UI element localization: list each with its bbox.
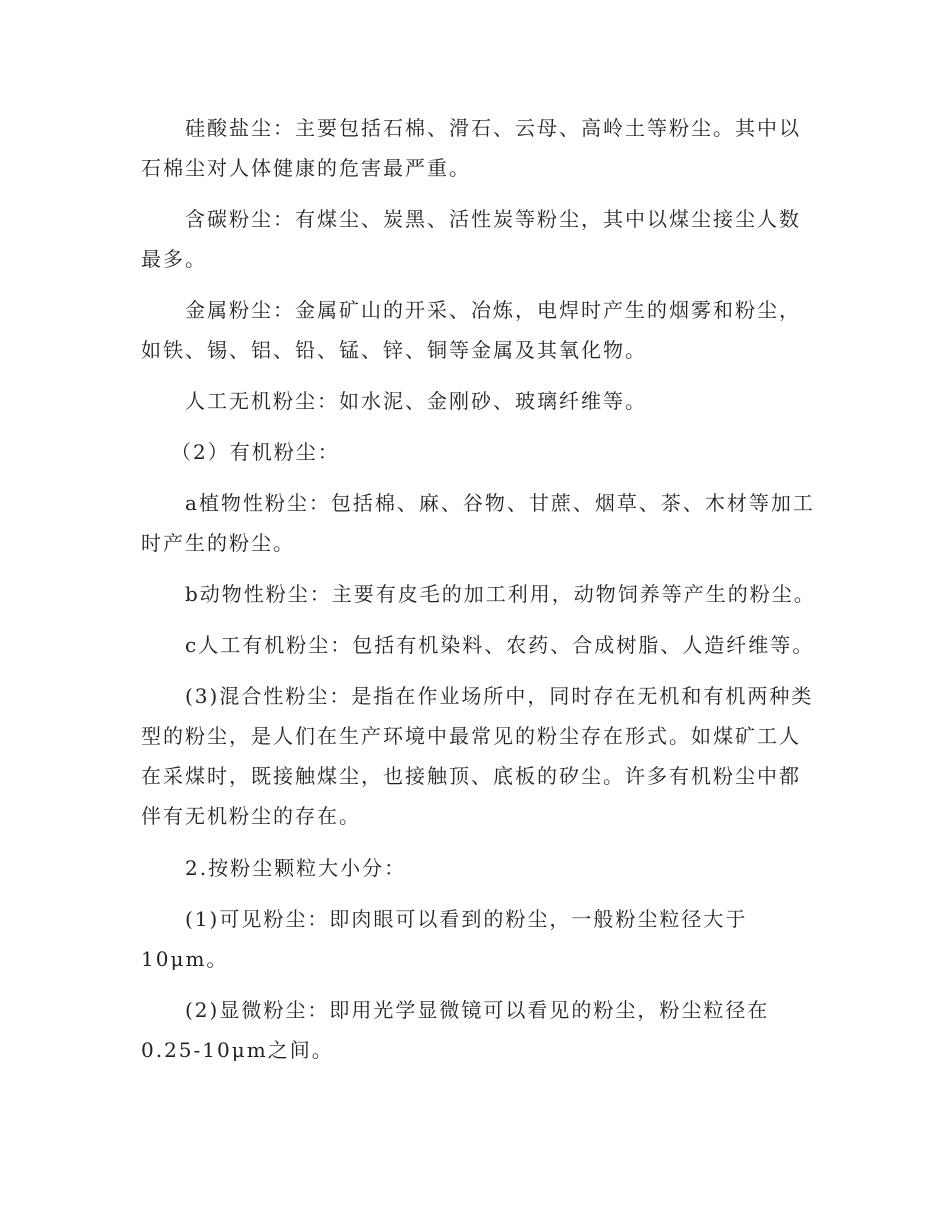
paragraph-mixed-dust [141,676,813,836]
document-body [141,108,816,1081]
text-line: 石棉尘对人体健康的危害最严重。 [141,156,471,180]
paragraph-metal-dust [141,290,813,370]
text-line: 2.按粉尘颗粒大小分： [185,856,407,880]
text-line: 10μm。 [141,947,229,971]
text-line: 时产生的粉尘。 [141,531,295,555]
text-line: a植物性粉尘：包括棉、麻、谷物、甘蔗、烟草、茶、木材等加工 [185,491,815,515]
paragraph-animal-dust [141,574,816,614]
paragraph-silicate-dust [141,108,813,188]
heading-particle-size [141,848,813,888]
paragraph-microscopic-dust [141,990,813,1070]
paragraph-carbon-dust [141,199,813,279]
text-line: 金属粉尘：金属矿山的开采、冶炼，电焊时产生的烟雾和粉尘， [185,298,801,322]
text-line: 最多。 [141,247,207,271]
text-line: (2)显微粉尘：即用光学显微镜可以看见的粉尘，粉尘粒径在 [185,998,770,1022]
text-line: (1)可见粉尘：即肉眼可以看到的粉尘，一般粉尘粒径大于 [185,907,748,931]
text-line: 0.25-10μm之间。 [141,1038,334,1062]
paragraph-visible-dust [141,899,813,979]
paragraph-artificial-inorganic-dust [141,381,813,421]
text-line: 在采煤时，既接触煤尘，也接触顶、底板的矽尘。许多有机粉尘中都 [141,764,801,788]
text-line: 伴有无机粉尘的存在。 [141,804,361,828]
text-line: （2）有机粉尘： [171,440,340,464]
text-line: 如铁、锡、铝、铅、锰、锌、铜等金属及其氧化物。 [141,338,647,362]
text-line: 人工无机粉尘：如水泥、金刚砂、玻璃纤维等。 [185,389,647,413]
text-line: 型的粉尘，是人们在生产环境中最常见的粉尘存在形式。如煤矿工人 [141,724,801,748]
paragraph-plant-dust [141,483,813,563]
text-line: c人工有机粉尘：包括有机染料、农药、合成树脂、人造纤维等。 [185,633,815,657]
heading-organic-dust [141,432,813,472]
text-line: 含碳粉尘：有煤尘、炭黑、活性炭等粉尘，其中以煤尘接尘人数 [185,207,801,231]
text-line: (3)混合性粉尘：是指在作业场所中，同时存在无机和有机两种类 [185,684,814,708]
text-line: 硅酸盐尘：主要包括石棉、滑石、云母、高岭土等粉尘。其中以 [185,116,801,140]
paragraph-artificial-organic-dust [141,625,813,665]
text-line: b动物性粉尘：主要有皮毛的加工利用，动物饲养等产生的粉尘。 [185,582,816,606]
